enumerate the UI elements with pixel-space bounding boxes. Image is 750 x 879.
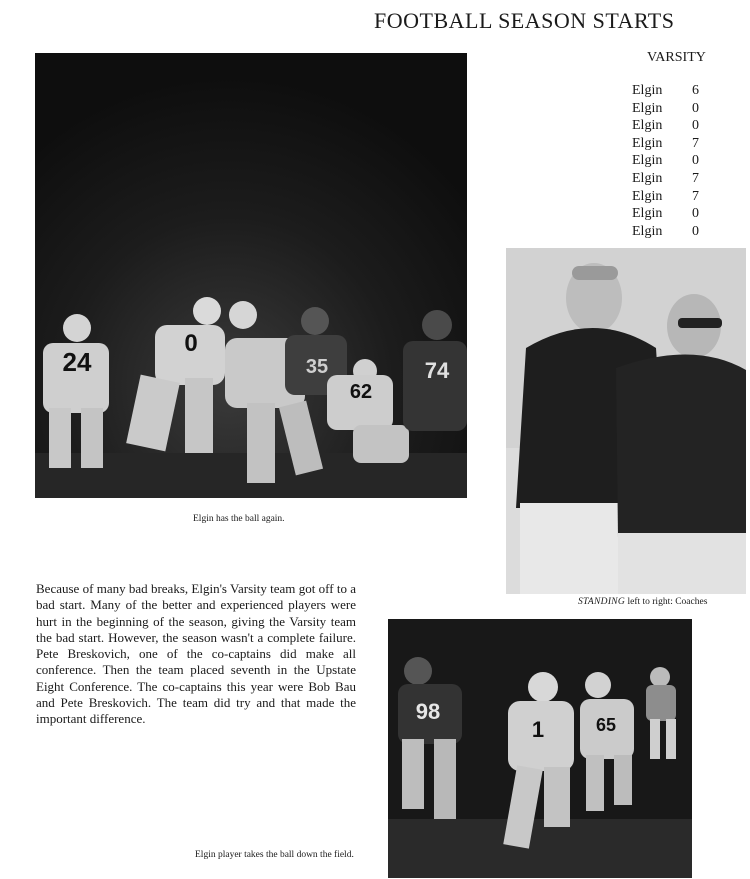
score-value: 7 (692, 135, 699, 151)
caption-emphasis: STANDING (578, 597, 626, 607)
jersey-number: 65 (595, 715, 617, 735)
score-row (632, 135, 712, 153)
score-team: Elgin (632, 100, 663, 116)
coaches-photo (506, 248, 746, 594)
jersey-number: 74 (424, 358, 450, 383)
jersey-number: 24 (62, 347, 92, 377)
score-team: Elgin (632, 118, 663, 134)
coaches-photo-illustration (506, 248, 746, 594)
score-team: Elgin (632, 206, 663, 222)
score-value: 0 (692, 153, 699, 169)
jersey-number: 62 (349, 381, 373, 403)
game-photo-top-illustration (35, 53, 467, 498)
bottom-photo-caption: Elgin player takes the ball down the field. (195, 850, 354, 860)
score-row (632, 152, 712, 170)
score-team: Elgin (632, 223, 663, 239)
score-value: 0 (692, 118, 699, 134)
jersey-number: 0 (184, 330, 198, 357)
score-row (632, 82, 712, 100)
score-team: Elgin (632, 135, 663, 151)
caption-rest: left to right: Coaches (625, 597, 708, 607)
jersey-number: 1 (531, 717, 545, 742)
score-team: Elgin (632, 153, 663, 169)
score-value: 0 (692, 100, 699, 116)
page-title: FOOTBALL SEASON STARTS (374, 8, 675, 33)
score-value: 6 (692, 83, 699, 98)
score-row (632, 188, 712, 206)
jersey-number: 35 (305, 356, 329, 378)
game-photo-bottom-illustration (388, 619, 692, 878)
score-team: Elgin (632, 83, 663, 98)
score-row (632, 205, 712, 223)
score-row (632, 117, 712, 135)
score-value: 7 (692, 188, 699, 204)
jersey-number: 98 (415, 699, 441, 724)
coaches-photo-caption (578, 597, 707, 607)
score-value: 0 (692, 206, 699, 222)
score-value: 0 (692, 223, 699, 239)
article-body: Because of many bad breaks, Elgin's Varsity team got off to a bad start. Many of the better and experienced players were hurt in the beginning of the season, giving the Varsity team the bad start. However, the season wasn't a complete failure. Pete Breskovich, one of the co-captains did make all conference. Then the team placed seventh in the Upstate Eight Conference. The co-captains this year were Bob Bau and Pete Breskovich. The team did try and that made the important difference. (36, 581, 356, 727)
score-team: Elgin (632, 170, 663, 186)
varsity-heading: VARSITY (647, 50, 706, 65)
score-row (632, 100, 712, 118)
score-value: 7 (692, 170, 699, 186)
score-row (632, 223, 712, 241)
score-row (632, 170, 712, 188)
game-photo-top (35, 53, 467, 498)
top-photo-caption: Elgin has the ball again. (193, 514, 285, 524)
score-team: Elgin (632, 188, 663, 204)
score-list (632, 82, 712, 240)
game-photo-bottom (388, 619, 692, 878)
